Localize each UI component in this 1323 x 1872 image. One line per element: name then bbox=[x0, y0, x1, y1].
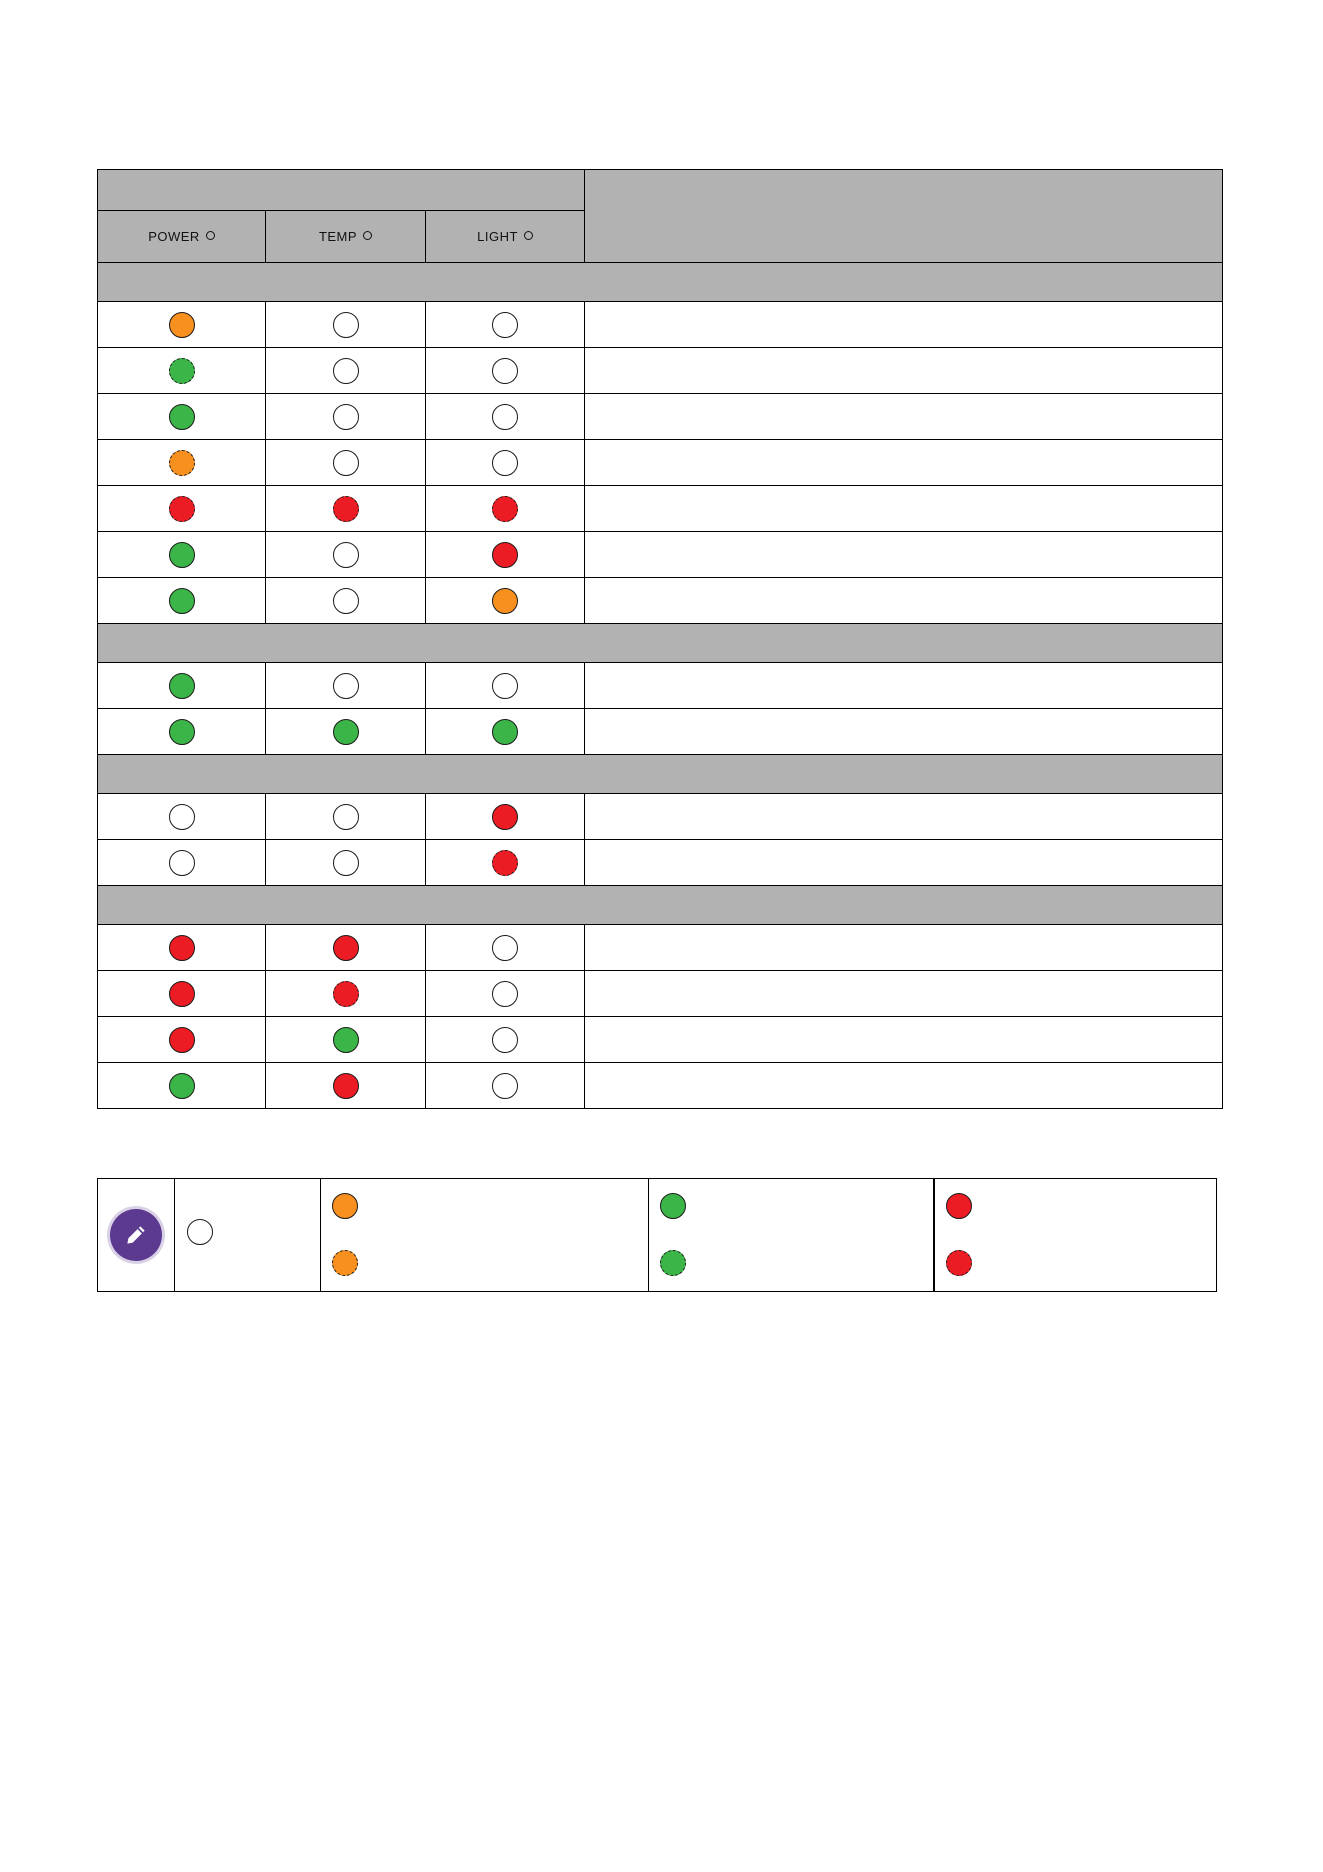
led-cell-power bbox=[98, 709, 266, 755]
led-cell-power bbox=[98, 1017, 266, 1063]
led-cell-temp bbox=[266, 578, 426, 624]
led-off-icon bbox=[333, 850, 359, 876]
led-red-flashing-icon bbox=[333, 981, 359, 1007]
status-cell bbox=[585, 394, 1223, 440]
status-cell bbox=[585, 348, 1223, 394]
led-red-flashing-icon bbox=[333, 496, 359, 522]
led-off-icon bbox=[333, 673, 359, 699]
column-header-temp: TEMP bbox=[266, 211, 426, 263]
led-off-icon bbox=[492, 312, 518, 338]
status-cell bbox=[585, 840, 1223, 886]
led-cell-power bbox=[98, 302, 266, 348]
led-off-icon bbox=[169, 804, 195, 830]
table-row bbox=[98, 709, 1223, 755]
led-red-flashing-icon bbox=[946, 1250, 972, 1276]
section-header bbox=[98, 624, 1223, 663]
status-cell bbox=[585, 532, 1223, 578]
status-cell bbox=[585, 486, 1223, 532]
led-dot-icon bbox=[524, 231, 533, 240]
led-green-icon bbox=[169, 673, 195, 699]
led-off-icon bbox=[187, 1219, 213, 1245]
status-cell bbox=[585, 440, 1223, 486]
led-cell-temp bbox=[266, 971, 426, 1017]
table-row bbox=[98, 663, 1223, 709]
led-cell-light bbox=[426, 532, 585, 578]
led-cell-power bbox=[98, 840, 266, 886]
table-row bbox=[98, 971, 1223, 1017]
led-green-flashing-icon bbox=[660, 1250, 686, 1276]
section-header bbox=[98, 755, 1223, 794]
led-dot-icon bbox=[206, 231, 215, 240]
led-red-icon bbox=[333, 935, 359, 961]
led-cell-light bbox=[426, 486, 585, 532]
table-row bbox=[98, 794, 1223, 840]
status-cell bbox=[585, 663, 1223, 709]
led-cell-light bbox=[426, 1063, 585, 1109]
led-green-icon bbox=[169, 719, 195, 745]
note-cell bbox=[98, 1179, 175, 1291]
led-orange-flashing-icon bbox=[332, 1250, 358, 1276]
led-off-icon bbox=[333, 358, 359, 384]
led-green-icon bbox=[333, 719, 359, 745]
led-cell-light bbox=[426, 348, 585, 394]
led-cell-power bbox=[98, 578, 266, 624]
led-off-icon bbox=[333, 312, 359, 338]
led-cell-light bbox=[426, 578, 585, 624]
led-cell-power bbox=[98, 394, 266, 440]
led-off-icon bbox=[492, 981, 518, 1007]
led-cell-temp bbox=[266, 794, 426, 840]
led-dot-icon bbox=[363, 231, 372, 240]
led-off-icon bbox=[333, 404, 359, 430]
led-cell-temp bbox=[266, 1063, 426, 1109]
led-cell-temp bbox=[266, 348, 426, 394]
led-red-flashing-icon bbox=[492, 850, 518, 876]
legend-red bbox=[935, 1179, 1216, 1291]
led-cell-power bbox=[98, 440, 266, 486]
led-off-icon bbox=[492, 1073, 518, 1099]
status-cell bbox=[585, 1017, 1223, 1063]
led-green-icon bbox=[169, 588, 195, 614]
status-header bbox=[585, 170, 1223, 263]
led-green-icon bbox=[169, 404, 195, 430]
column-header-light: LIGHT bbox=[426, 211, 585, 263]
led-off-icon bbox=[333, 450, 359, 476]
led-off-icon bbox=[492, 935, 518, 961]
led-cell-power bbox=[98, 663, 266, 709]
led-cell-temp bbox=[266, 394, 426, 440]
section-header bbox=[98, 886, 1223, 925]
led-cell-light bbox=[426, 302, 585, 348]
section-header-row bbox=[98, 755, 1223, 794]
led-orange-icon bbox=[332, 1193, 358, 1219]
led-green-icon bbox=[660, 1193, 686, 1219]
led-green-icon bbox=[333, 1027, 359, 1053]
led-cell-light bbox=[426, 925, 585, 971]
led-red-icon bbox=[492, 542, 518, 568]
status-cell bbox=[585, 709, 1223, 755]
led-red-flashing-icon bbox=[492, 496, 518, 522]
led-cell-light bbox=[426, 440, 585, 486]
legend-orange bbox=[321, 1179, 649, 1291]
table-row bbox=[98, 1063, 1223, 1109]
led-red-icon bbox=[946, 1193, 972, 1219]
led-legend bbox=[97, 1178, 1217, 1292]
led-cell-temp bbox=[266, 840, 426, 886]
led-off-icon bbox=[333, 804, 359, 830]
table-row bbox=[98, 1017, 1223, 1063]
led-orange-flashing-icon bbox=[169, 450, 195, 476]
led-green-flashing-icon bbox=[169, 358, 195, 384]
table-row bbox=[98, 532, 1223, 578]
led-table-body bbox=[98, 263, 1223, 1109]
status-cell bbox=[585, 971, 1223, 1017]
led-green-icon bbox=[169, 542, 195, 568]
led-orange-icon bbox=[492, 588, 518, 614]
led-cell-temp bbox=[266, 532, 426, 578]
pencil-note-icon bbox=[110, 1209, 162, 1261]
section-header-row bbox=[98, 886, 1223, 925]
led-off-icon bbox=[169, 850, 195, 876]
led-red-icon bbox=[169, 1027, 195, 1053]
led-cell-temp bbox=[266, 1017, 426, 1063]
legend-green bbox=[649, 1179, 935, 1291]
table-row bbox=[98, 394, 1223, 440]
led-red-icon bbox=[333, 1073, 359, 1099]
led-cell-power bbox=[98, 532, 266, 578]
section-header bbox=[98, 263, 1223, 302]
led-indicator-table bbox=[97, 169, 1223, 1109]
led-cell-light bbox=[426, 794, 585, 840]
led-cell-light bbox=[426, 1017, 585, 1063]
table-row bbox=[98, 925, 1223, 971]
led-cell-temp bbox=[266, 440, 426, 486]
status-cell bbox=[585, 578, 1223, 624]
legend-off bbox=[175, 1179, 321, 1291]
led-off-icon bbox=[492, 450, 518, 476]
status-cell bbox=[585, 302, 1223, 348]
led-cell-power bbox=[98, 971, 266, 1017]
table-row bbox=[98, 840, 1223, 886]
section-header-row bbox=[98, 263, 1223, 302]
led-cell-temp bbox=[266, 709, 426, 755]
column-header-power: POWER bbox=[98, 211, 266, 263]
table-row bbox=[98, 486, 1223, 532]
led-off-icon bbox=[492, 1027, 518, 1053]
table-row bbox=[98, 440, 1223, 486]
led-cell-temp bbox=[266, 486, 426, 532]
led-orange-icon bbox=[169, 312, 195, 338]
led-off-icon bbox=[492, 358, 518, 384]
led-cell-power bbox=[98, 348, 266, 394]
led-cell-power bbox=[98, 925, 266, 971]
status-cell bbox=[585, 925, 1223, 971]
led-cell-temp bbox=[266, 925, 426, 971]
table-row bbox=[98, 302, 1223, 348]
led-red-flashing-icon bbox=[169, 496, 195, 522]
led-off-icon bbox=[492, 673, 518, 699]
led-green-icon bbox=[169, 1073, 195, 1099]
status-cell bbox=[585, 794, 1223, 840]
led-red-icon bbox=[169, 981, 195, 1007]
led-cell-power bbox=[98, 1063, 266, 1109]
led-cell-power bbox=[98, 486, 266, 532]
led-off-icon bbox=[333, 542, 359, 568]
led-cell-light bbox=[426, 840, 585, 886]
section-header-row bbox=[98, 624, 1223, 663]
led-off-icon bbox=[492, 404, 518, 430]
table-row bbox=[98, 348, 1223, 394]
status-cell bbox=[585, 1063, 1223, 1109]
led-red-icon bbox=[492, 804, 518, 830]
led-cell-light bbox=[426, 709, 585, 755]
led-cell-power bbox=[98, 794, 266, 840]
led-cell-temp bbox=[266, 302, 426, 348]
led-cell-light bbox=[426, 971, 585, 1017]
led-cell-light bbox=[426, 663, 585, 709]
led-group-header bbox=[98, 170, 585, 211]
led-green-icon bbox=[492, 719, 518, 745]
led-red-icon bbox=[169, 935, 195, 961]
table-row bbox=[98, 578, 1223, 624]
led-cell-temp bbox=[266, 663, 426, 709]
led-off-icon bbox=[333, 588, 359, 614]
led-cell-light bbox=[426, 394, 585, 440]
